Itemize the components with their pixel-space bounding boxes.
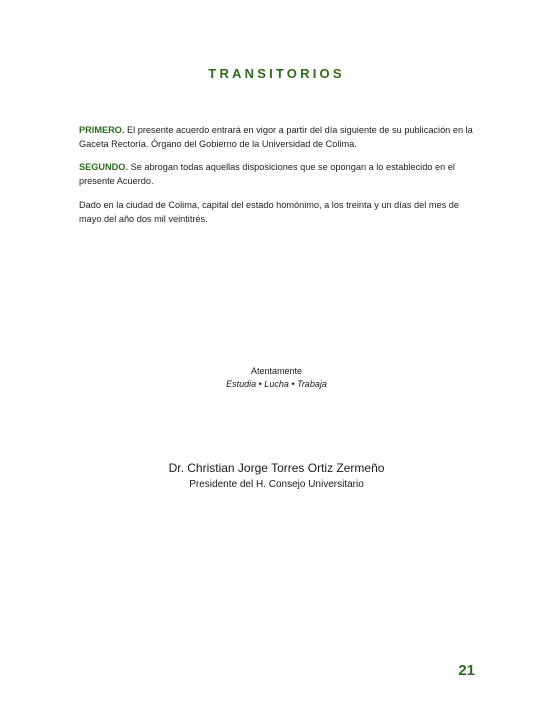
article-text: Se abrogan todas aquellas disposiciones que se opongan a lo establecido en el presente Acuerdo. [79, 162, 455, 186]
article-primero [79, 124, 479, 151]
signatory-title: Presidente del H. Consejo Universitario [189, 479, 364, 490]
section-heading: TRANSITORIOS [208, 66, 345, 81]
closing-salutation: Atentamente [250, 366, 303, 376]
dated-statement: Dado en la ciudad de Colima, capital del estado homónimo, a los treinta y un días del mes de mayo del año dos mil veintitrés. [79, 200, 459, 224]
institutional-motto: Estudia • Lucha • Trabaja [226, 379, 327, 389]
page-number: 21 [458, 662, 475, 679]
article-text: El presente acuerdo entrará en vigor a partir del día siguiente de su publicación en la Gaceta Rectoría. Órgano del Gobierno de la Universidad de Colima. [79, 125, 473, 149]
article-segundo [79, 161, 479, 188]
signatory-name: Dr. Christian Jorge Torres Ortiz Zermeño [168, 461, 385, 475]
article-lead: PRIMERO. [79, 125, 125, 135]
article-lead: SEGUNDO. [79, 162, 129, 172]
